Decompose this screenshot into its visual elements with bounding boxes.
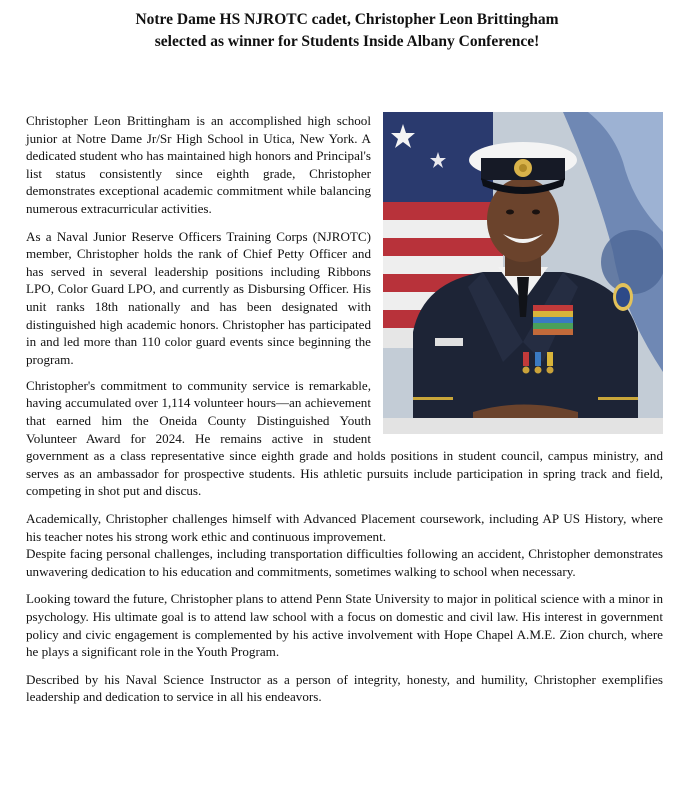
portrait-illustration [383, 112, 663, 434]
page-title [0, 9, 694, 53]
paragraph-intro: Christopher Leon Brittingham is an accomplished high school junior at Notre Dame Jr/Sr High School in Utica, New York. A dedicated student who has maintained high honors and Principal's list status consistently since eighth grade, Christopher demonstrates exceptional academic commitment while balancing numerous extracurricular activities. [26, 113, 371, 216]
cadet-portrait-photo [383, 112, 663, 434]
paragraph-academics: Academically, Christopher challenges himself with Advanced Placement coursework, including AP US History, where his teacher notes his strong work ethic and continuous improvement. [26, 510, 663, 544]
paragraph-closing: Described by his Naval Science Instructor as a person of integrity, honesty, and humility, Christopher exemplifies leadership and dedication to service in all his endeavors. [26, 671, 663, 705]
article-body [26, 112, 663, 706]
paragraph-community-service: Christopher's commitment to community service is remarkable, having accumulated over 1,114 volunteer hours—an achievement that earned him the Oneida County Distinguished Youth Volunteer Award for 2024. He remains active in student government as a class representative since eighth grade and holds positions in student council, campus ministry, and serves as an ambassador for prospective students. His athletic pursuits include participation in spring track and field, competing in shot put and discus. [26, 377, 663, 499]
title-line-2: selected as winner for Students Inside Albany Conference! [154, 33, 540, 50]
paragraph-challenges: Despite facing personal challenges, including transportation difficulties following an accident, Christopher demonstrates unwavering dedication to his education and commitments, sometimes walking to school when necessary. [26, 546, 663, 579]
paragraph-njrotc: As a Naval Junior Reserve Officers Training Corps (NJROTC) member, Christopher holds the rank of Chief Petty Officer and has served in several leadership positions including Ribbons LPO, Color Guard LPO, and currently as Disbursing Officer. His unit ranks 18th nationally and has been designated with distinguished high academic honors. Christopher has participated in and led more than 110 color guard events since beginning the program. [26, 228, 371, 367]
title-line-1: Notre Dame HS NJROTC cadet, Christopher Leon Brittingham [135, 11, 559, 28]
paragraph-future: Looking toward the future, Christopher plans to attend Penn State University to major in political science with a minor in psychology. His ultimate goal is to attend law school with a focus on domestic and civil law. His interest in government policy and civic engagement is complemented by his active involvement with Hope Chapel A.M.E. Zion church, where he plays a significant role in the Youth Program. [26, 591, 663, 660]
